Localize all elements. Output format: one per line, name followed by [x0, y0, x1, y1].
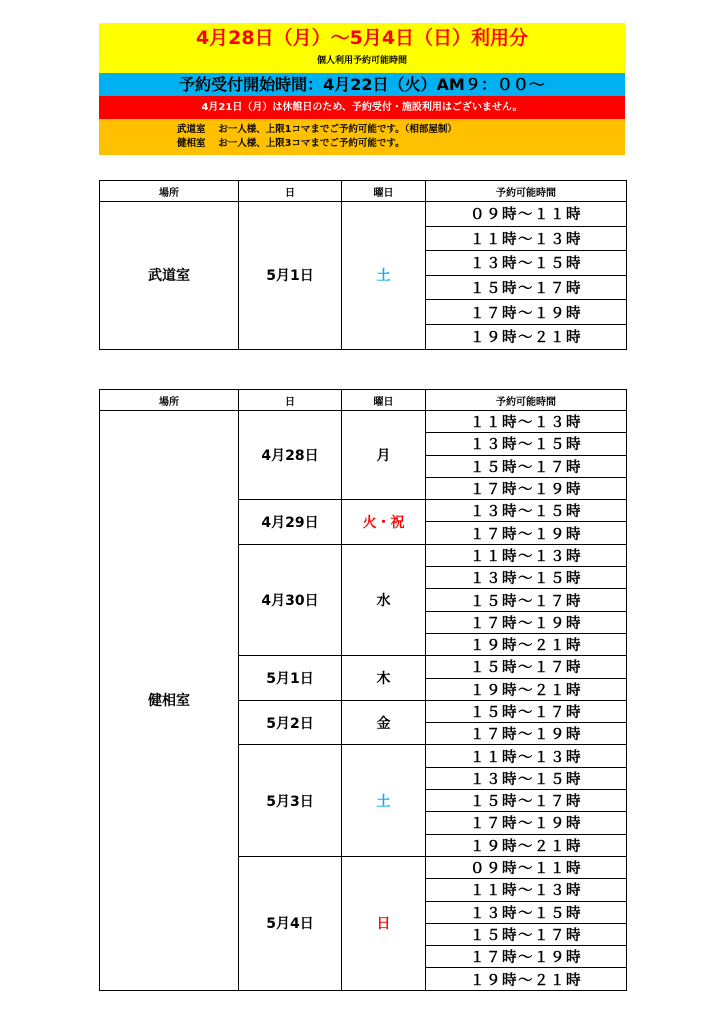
title-band: [99, 23, 625, 73]
weekday-cell: 金: [342, 700, 426, 745]
time-slot-cell: １９時～２１時: [426, 324, 627, 349]
time-slot-cell: １５時～１７時: [426, 700, 627, 722]
weekday-cell: 月: [342, 411, 426, 500]
time-slot-cell: １３時～１５時: [426, 251, 627, 276]
column-header-date: 日: [239, 390, 342, 411]
date-cell: 4月28日: [239, 411, 342, 500]
time-slot-cell: １７時～１９時: [426, 723, 627, 745]
time-slot-cell: １１時～１３時: [426, 411, 627, 433]
column-header-location: 場所: [100, 390, 239, 411]
time-slot-cell: １５時～１７時: [426, 455, 627, 477]
time-slot-cell: １７時～１９時: [426, 812, 627, 834]
date-cell: 5月3日: [239, 745, 342, 856]
closed-notice-banner: 4月21日（月）は休館日のため、予約受付・施設利用はございません。: [99, 96, 625, 119]
date-cell: 5月1日: [239, 202, 342, 350]
date-cell: 5月1日: [239, 656, 342, 701]
time-slot-cell: １５時～１７時: [426, 923, 627, 945]
schedule-table-kenso: [99, 389, 627, 991]
weekday-cell: 水: [342, 544, 426, 655]
date-cell: 5月4日: [239, 856, 342, 990]
time-slot-cell: １１時～１３時: [426, 544, 627, 566]
column-header-date: 日: [239, 181, 342, 202]
table-row: [100, 202, 627, 227]
time-slot-cell: １７時～１９時: [426, 300, 627, 325]
date-cell: 4月30日: [239, 544, 342, 655]
time-slot-cell: １９時～２１時: [426, 678, 627, 700]
weekday-cell: 火・祝: [342, 500, 426, 545]
time-slot-cell: １９時～２１時: [426, 633, 627, 655]
time-slot-cell: １７時～１９時: [426, 522, 627, 544]
time-slot-cell: ０９時～１１時: [426, 856, 627, 878]
reservation-start-banner: 予約受付開始時間：4月22日（火）AM９：００～: [99, 73, 625, 96]
weekday-cell: 日: [342, 856, 426, 990]
column-header-weekday: 曜日: [342, 390, 426, 411]
table-row: [100, 411, 627, 433]
location-cell: 健相室: [100, 411, 239, 991]
weekday-cell: 木: [342, 656, 426, 701]
booking-limits-banner: [99, 119, 625, 155]
time-slot-cell: １５時～１７時: [426, 790, 627, 812]
time-slot-cell: １１時～１３時: [426, 879, 627, 901]
time-slot-cell: １５時～１７時: [426, 656, 627, 678]
location-cell: 武道室: [100, 202, 239, 350]
time-slot-cell: １３時～１５時: [426, 433, 627, 455]
booking-limit-budo: 武道室 お一人様、上限1コマまでご予約可能です。（相部屋制）: [177, 124, 457, 135]
time-slot-cell: １３時～１５時: [426, 500, 627, 522]
time-slot-cell: ０９時～１１時: [426, 202, 627, 227]
time-slot-cell: １１時～１３時: [426, 226, 627, 251]
column-header-time: 予約可能時間: [426, 390, 627, 411]
weekday-cell: 土: [342, 202, 426, 350]
time-slot-cell: １３時～１５時: [426, 567, 627, 589]
time-slot-cell: １７時～１９時: [426, 946, 627, 968]
page-subtitle: 個人利用予約可能時間: [316, 56, 407, 66]
date-cell: 5月2日: [239, 700, 342, 745]
time-slot-cell: １７時～１９時: [426, 611, 627, 633]
column-header-time: 予約可能時間: [426, 181, 627, 202]
table-header-row: [100, 390, 627, 411]
column-header-location: 場所: [100, 181, 239, 202]
time-slot-cell: １９時～２１時: [426, 834, 627, 856]
column-header-weekday: 曜日: [342, 181, 426, 202]
time-slot-cell: １５時～１７時: [426, 589, 627, 611]
time-slot-cell: １３時～１５時: [426, 901, 627, 923]
time-slot-cell: １９時～２１時: [426, 968, 627, 990]
time-slot-cell: １３時～１５時: [426, 767, 627, 789]
schedule-table-budo: [99, 180, 627, 350]
time-slot-cell: １１時～１３時: [426, 745, 627, 767]
date-cell: 4月29日: [239, 500, 342, 545]
page-title: 4月28日（月）～5月4日（日）利用分: [195, 27, 529, 49]
time-slot-cell: １５時～１７時: [426, 275, 627, 300]
time-slot-cell: １７時～１９時: [426, 477, 627, 499]
booking-limit-kenso: 健相室 お一人様、上限3コマまでご予約可能です。: [177, 138, 405, 149]
table-header-row: [100, 181, 627, 202]
weekday-cell: 土: [342, 745, 426, 856]
